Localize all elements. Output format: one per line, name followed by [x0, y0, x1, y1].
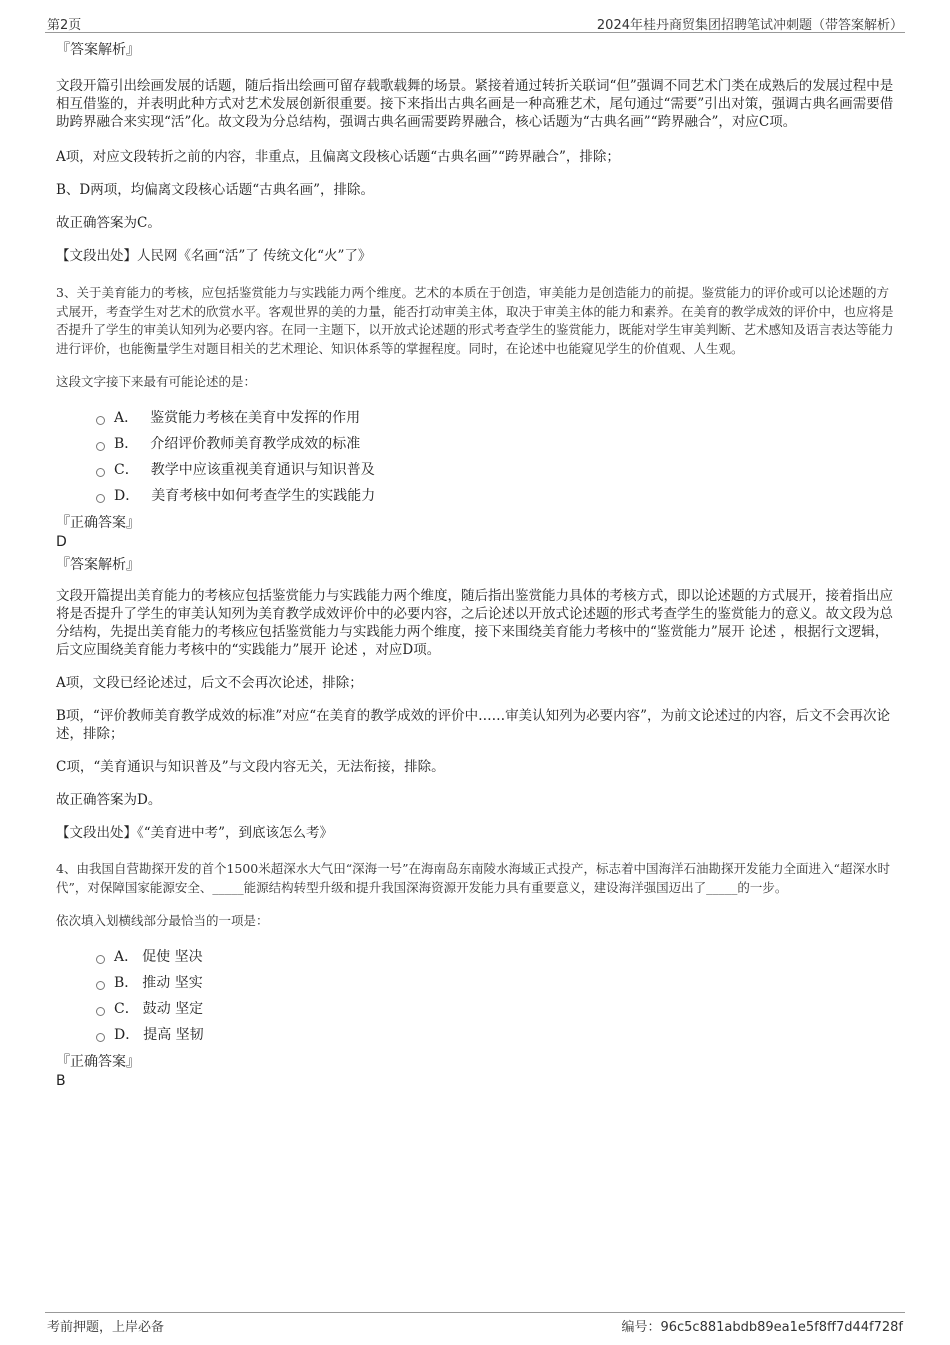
radio-icon[interactable] — [96, 468, 105, 477]
question-3-stem: 3、关于美育能力的考核，应包括鉴赏能力与实践能力两个维度。艺术的本质在于创造，审美能力是创造能力的前提。鉴赏能力的评价或可以论述题的方式展开，考查学生对艺术的欣赏水平。客观世界的美的力量，能否打动审美主体，取决于审美主体的能力和素养。在美育的教学成效的评价中，也应将是否提升了学生的审美认知列为必要内容。在同一主题下，以开放式论述题的形式考查学生的鉴赏能力，既能对学生审美判断、艺术感知及语言表达等能力进行评价，也能衡量学生对题目相关的艺术理论、知识体系等的掌握程度。同时，在论述中也能窥见学生的价值观、人生观。 — [56, 285, 894, 356]
main-content — [56, 40, 900, 1090]
question-3-options — [56, 405, 900, 509]
radio-icon[interactable] — [96, 1033, 105, 1042]
option-c[interactable]: C． 教学中应该重视美育通识与知识普及 — [96, 457, 900, 483]
option-a[interactable]: A． 促使 坚决 — [96, 944, 900, 970]
option-b[interactable]: B． 介绍评价教师美育教学成效的标准 — [96, 431, 900, 457]
analysis-label: 『答案解析』 — [56, 42, 140, 58]
page-number: 第2页 — [47, 18, 82, 33]
analysis-point-a: A项，文段已经论述过，后文不会再次论述，排除； — [56, 675, 363, 691]
radio-icon[interactable] — [96, 442, 105, 451]
correct-answer-label: 『正确答案』 — [56, 1054, 140, 1070]
analysis-point-bd: B、D两项，均偏离文段核心话题“古典名画”，排除。 — [56, 182, 375, 198]
footer-slogan: 考前押题，上岸必备 — [47, 1320, 165, 1335]
question-4-options — [56, 944, 900, 1048]
document-code — [621, 1316, 903, 1335]
source-citation: 【文段出处】《“美育进中考”，到底该怎么考》 — [56, 825, 334, 841]
option-d[interactable]: D． 美育考核中如何考查学生的实践能力 — [96, 483, 900, 509]
radio-icon[interactable] — [96, 1007, 105, 1016]
analysis-point-b: B项，“评价教师美育教学成效的标准”对应“在美育的教学成效的评价中……审美认知列为必要内容”，为前文论述过的内容，后文不会再次论述，排除； — [56, 708, 891, 742]
radio-icon[interactable] — [96, 981, 105, 990]
analysis-point-c: C项，“美育通识与知识普及”与文段内容无关，无法衔接，排除。 — [56, 759, 445, 775]
option-b[interactable]: B． 推动 坚实 — [96, 970, 900, 996]
analysis-text: 文段开篇引出绘画发展的话题，随后指出绘画可留存载歌载舞的场景。紧接着通过转折关联词“但”强调不同艺术门类在成熟后的发展过程中是相互借鉴的，并表明此种方式对艺术发展创新很重要。接下来指出古典名画是一种高雅艺术，尾句通过“需要”引出对策，强调古典名画需要借助跨界融合来实现“活”化。故文段为分总结构，强调古典名画需要跨界融合，核心话题为“古典名画”“跨界融合”，对应C项。 — [56, 78, 894, 130]
analysis-conclusion: 故正确答案为D。 — [56, 792, 162, 808]
analysis-conclusion: 故正确答案为C。 — [56, 215, 161, 231]
page-header — [45, 12, 905, 33]
correct-answer: D — [56, 534, 67, 550]
option-a[interactable]: A． 鉴赏能力考核在美育中发挥的作用 — [96, 405, 900, 431]
radio-icon[interactable] — [96, 416, 105, 425]
correct-answer-label: 『正确答案』 — [56, 515, 140, 531]
question-4-stem: 4、由我国自营勘探开发的首个1500米超深水大气田“深海一号”在海南岛东南陵水海域正式投产，标志着中国海洋石油勘探开发能力全面进入“超深水时代”，对保障国家能源安全、_____能源结构转型升级和提升我国深海资源开发能力具有重要意义，建设海洋强国迈出了_____的一步。 — [56, 861, 890, 895]
page-footer — [45, 1312, 905, 1333]
code-label: 编号： — [621, 1320, 661, 1335]
analysis-text: 文段开篇提出美育能力的考核应包括鉴赏能力与实践能力两个维度，随后指出鉴赏能力具体的考核方式，即以论述题的方式展开，接着指出应将是否提升了学生的审美认知列为美育教学成效评价中的必要内容，之后论述以开放式论述题的形式考查学生的鉴赏能力的意义。故文段为总分结构，先提出美育能力的考核应包括鉴赏能力与实践能力两个维度，接下来围绕美育能力考核中的“鉴赏能力”展开 论述 ，根据行文逻辑，后文应围绕美育能力考核中的“实践能力”展开 论述 ，对应D项。 — [56, 588, 893, 658]
question-4-prompt: 依次填入划横线部分最恰当的一项是： — [56, 913, 269, 928]
correct-answer: B — [56, 1073, 66, 1089]
radio-icon[interactable] — [96, 494, 105, 503]
analysis-label: 『答案解析』 — [56, 557, 140, 573]
option-c[interactable]: C． 鼓动 坚定 — [96, 996, 900, 1022]
document-title: 2024年桂丹商贸集团招聘笔试冲刺题（带答案解析） — [596, 18, 903, 33]
radio-icon[interactable] — [96, 955, 105, 964]
question-3-prompt: 这段文字接下来最有可能论述的是： — [56, 374, 257, 389]
option-d[interactable]: D． 提高 坚韧 — [96, 1022, 900, 1048]
analysis-point-a: A项，对应文段转折之前的内容，非重点，且偏离文段核心话题“古典名画”“跨界融合”，排除； — [56, 149, 620, 165]
code-value: 96c5c881abdb89ea1e5f8ff7d44f728f — [660, 1320, 903, 1335]
source-citation: 【文段出处】人民网《名画“活”了 传统文化“火”了》 — [56, 248, 372, 264]
